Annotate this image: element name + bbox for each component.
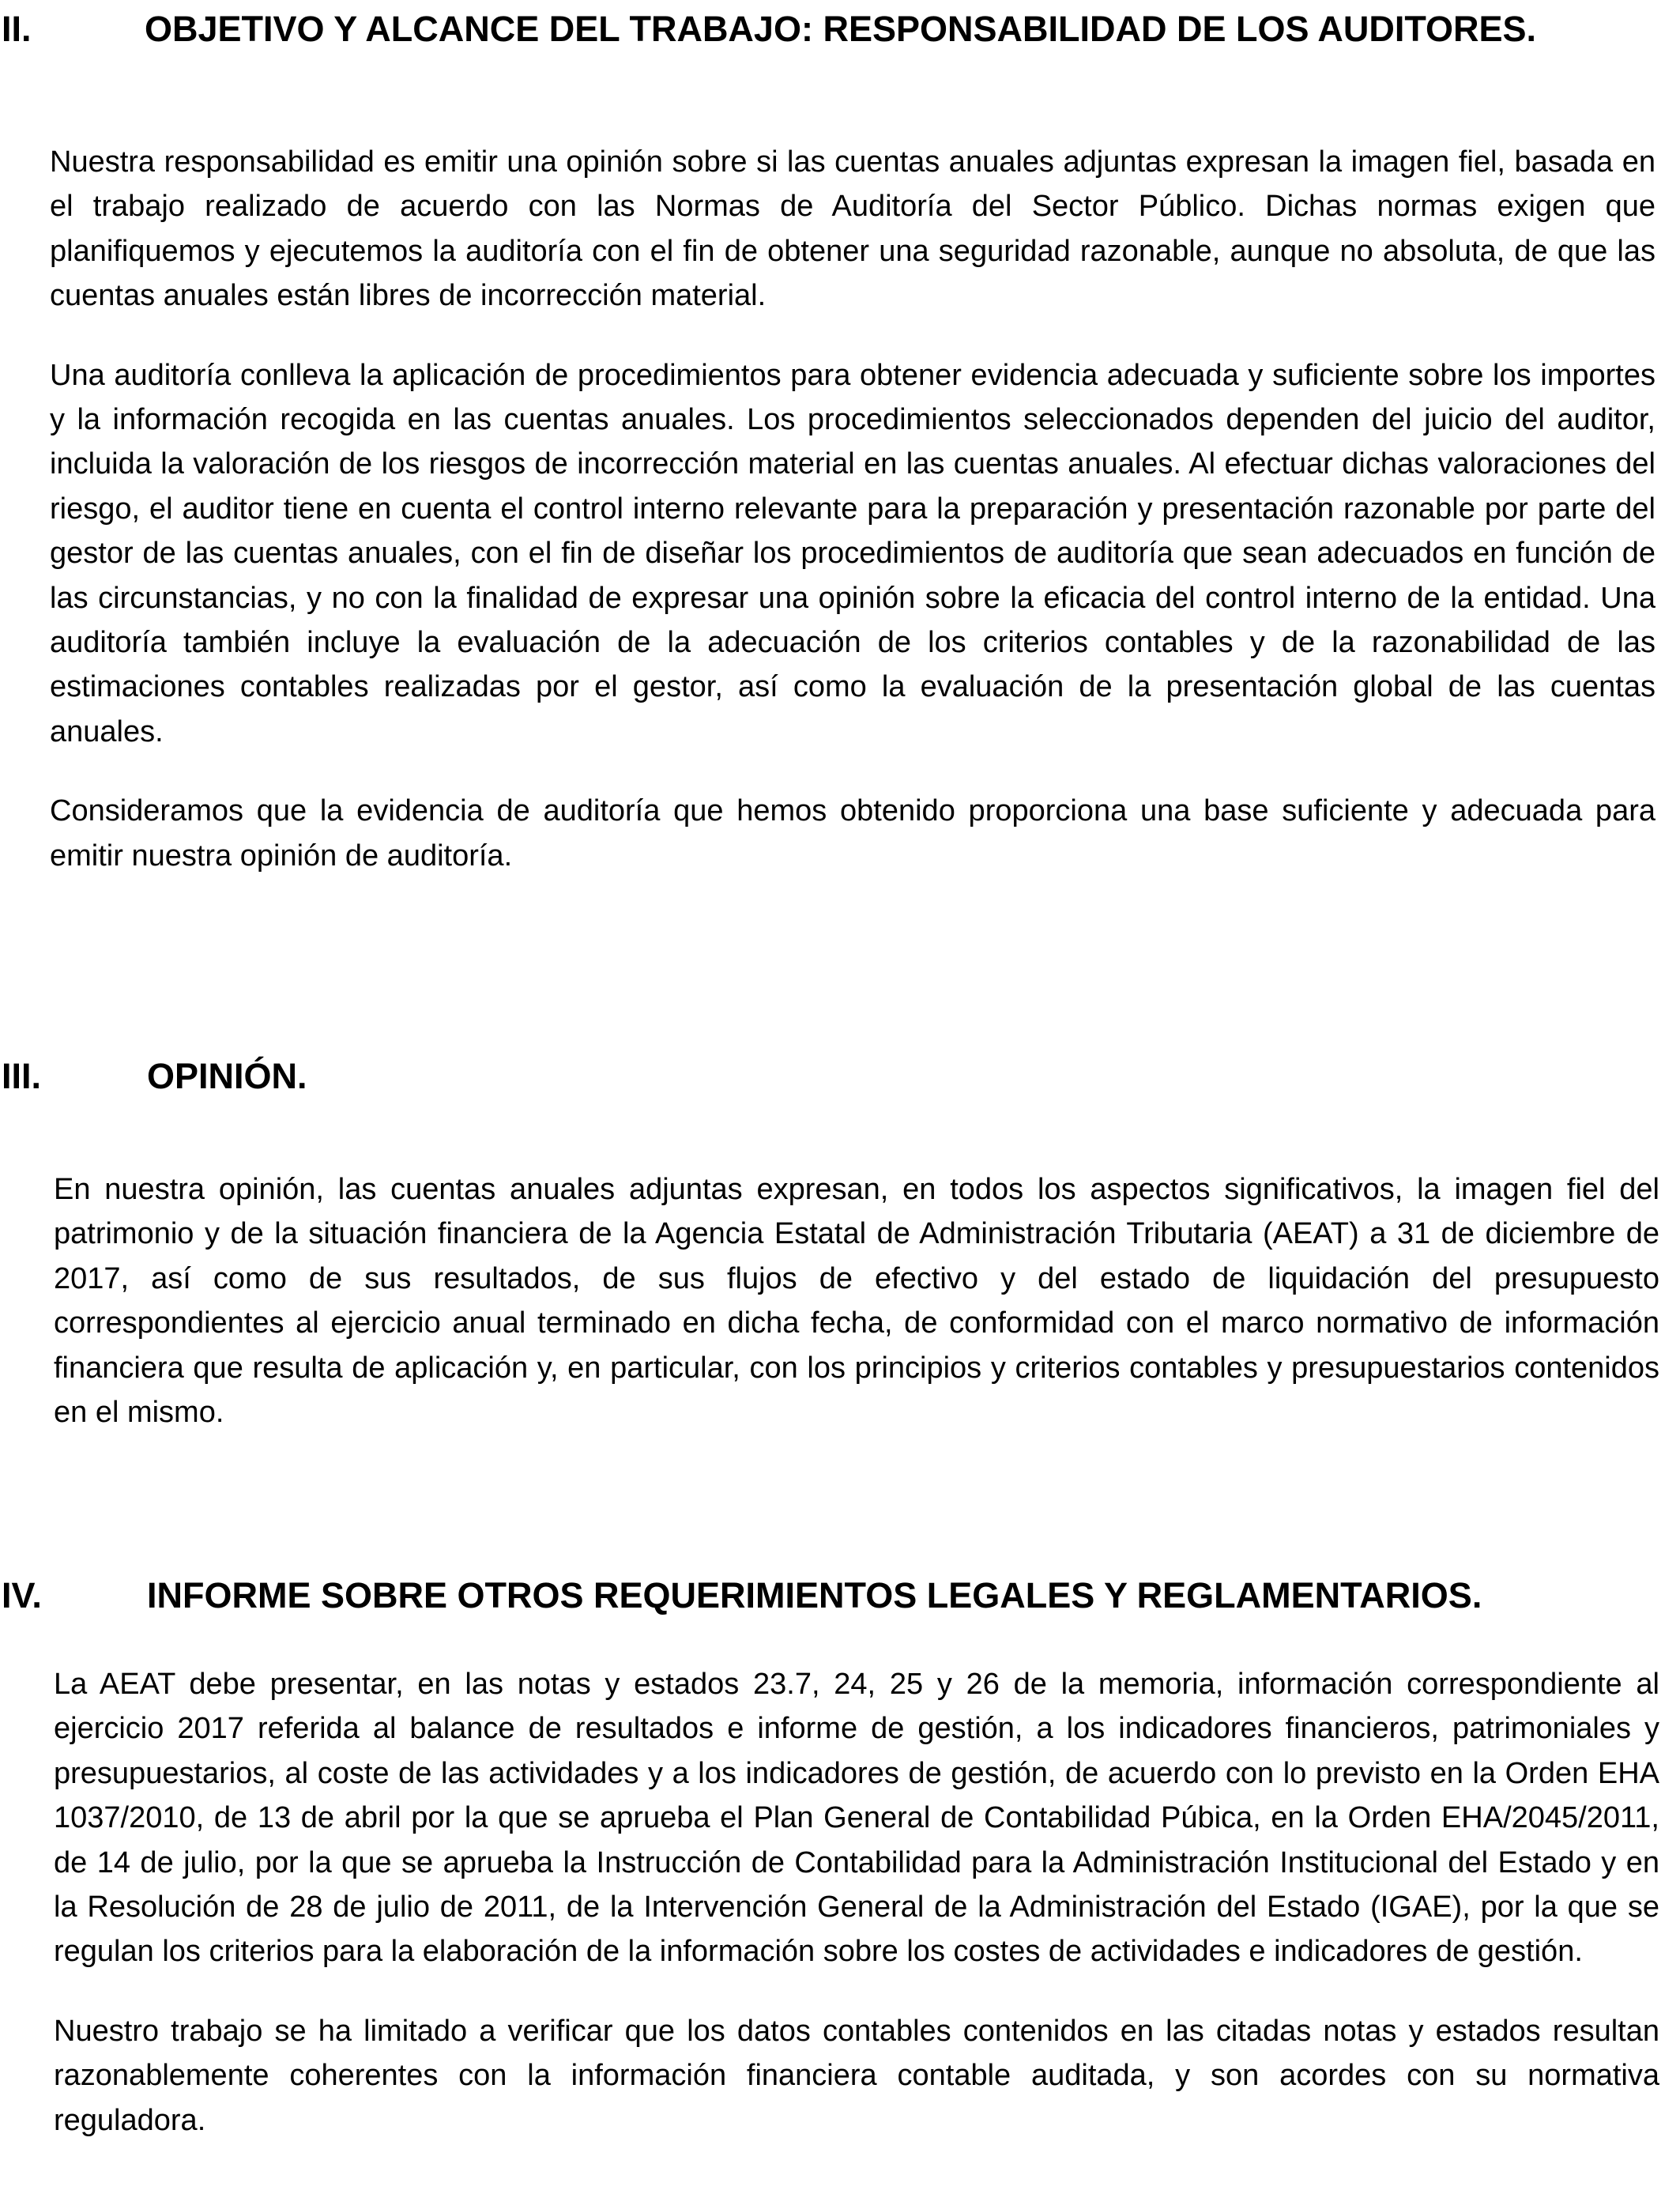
paragraph: La AEAT debe presentar, en las notas y estados 23.7, 24, 25 y 26 de la memoria, información correspondiente al ejercicio 2017 referida al balance de resultados e informe de gestión, a los indicadores financieros, patrimoniales y presupuestarios, al coste de las actividades y a los indicadores de gestión, de acuerdo con lo previsto en la Orden EHA 1037/2010, de 13 de abril por la que se aprueba el Plan General de Contabilidad Púbica, en la Orden EHA/2045/2011, de 14 de julio, por la que se aprueba la Instrucción de Contabilidad para la Administración Institucional del Estado y en la Resolución de 28 de julio de 2011, de la Intervención General de la Administración del Estado (IGAE), por la que se regulan los criterios para la elaboración de la información sobre los costes de actividades e indicadores de gestión. bbox=[54, 1668, 1659, 1969]
section-title: OPINIÓN. bbox=[147, 1056, 307, 1096]
section-number: II. bbox=[2, 9, 32, 49]
section-number: III. bbox=[2, 1056, 42, 1096]
section-body-iv bbox=[54, 1662, 1659, 2143]
paragraph: En nuestra opinión, las cuentas anuales adjuntas expresan, en todos los aspectos significativos, la imagen fiel del patrimonio y de la situación financiera de la Agencia Estatal de Administración Tributaria (AEAT) a 31 de diciembre de 2017, así como de sus resultados, de sus flujos de efectivo y del estado de liquidación del presupuesto correspondientes al ejercicio anual terminado en dicha fecha, de conformidad con el marco normativo de información financiera que resulta de aplicación y, en particular, con los principios y criterios contables y presupuestarios contenidos en el mismo. bbox=[54, 1173, 1659, 1430]
section-heading-iii bbox=[0, 1049, 1680, 1104]
paragraph: Nuestro trabajo se ha limitado a verificar que los datos contables contenidos en las citadas notas y estados resultan razonablemente coherentes con la información financiera contable auditada, y son acordes con su normativa reguladora. bbox=[54, 2014, 1659, 2137]
section-body-iii bbox=[54, 1167, 1659, 1434]
section-heading-iv bbox=[0, 1568, 1680, 1623]
section-body-ii bbox=[50, 140, 1656, 878]
paragraph: Una auditoría conlleva la aplicación de procedimientos para obtener evidencia adecuada y suficiente sobre los importes y la información recogida en las cuentas anuales. Los procedimientos seleccionados dependen del juicio del auditor, incluida la valoración de los riesgos de incorrección material en las cuentas anuales. Al efectuar dichas valoraciones del riesgo, el auditor tiene en cuenta el control interno relevante para la preparación y presentación razonable por parte del gestor de las cuentas anuales, con el fin de diseñar los procedimientos de auditoría que sean adecuados en función de las circunstancias, y no con la finalidad de expresar una opinión sobre la eficacia del control interno de la entidad. Una auditoría también incluye la evaluación de la adecuación de los criterios contables y de la razonabilidad de las estimaciones contables realizadas por el gestor, así como la evaluación de la presentación global de las cuentas anuales. bbox=[50, 358, 1656, 748]
section-title: INFORME SOBRE OTROS REQUERIMIENTOS LEGALES Y REGLAMENTARIOS. bbox=[147, 1575, 1482, 1615]
paragraph: Nuestra responsabilidad es emitir una opinión sobre si las cuentas anuales adjuntas expresan la imagen fiel, basada en el trabajo realizado de acuerdo con las Normas de Auditoría del Sector Público. Dichas normas exigen que planifiquemos y ejecutemos la auditoría con el fin de obtener una seguridad razonable, aunque no absoluta, de que las cuentas anuales están libres de incorrección material. bbox=[50, 145, 1656, 313]
paragraph: Consideramos que la evidencia de auditoría que hemos obtenido proporciona una base suficiente y adecuada para emitir nuestra opinión de auditoría. bbox=[50, 794, 1656, 873]
section-number: IV. bbox=[2, 1575, 42, 1615]
section-heading-ii bbox=[0, 2, 1680, 57]
section-title: OBJETIVO Y ALCANCE DEL TRABAJO: RESPONSABILIDAD DE LOS AUDITORES. bbox=[145, 9, 1537, 49]
